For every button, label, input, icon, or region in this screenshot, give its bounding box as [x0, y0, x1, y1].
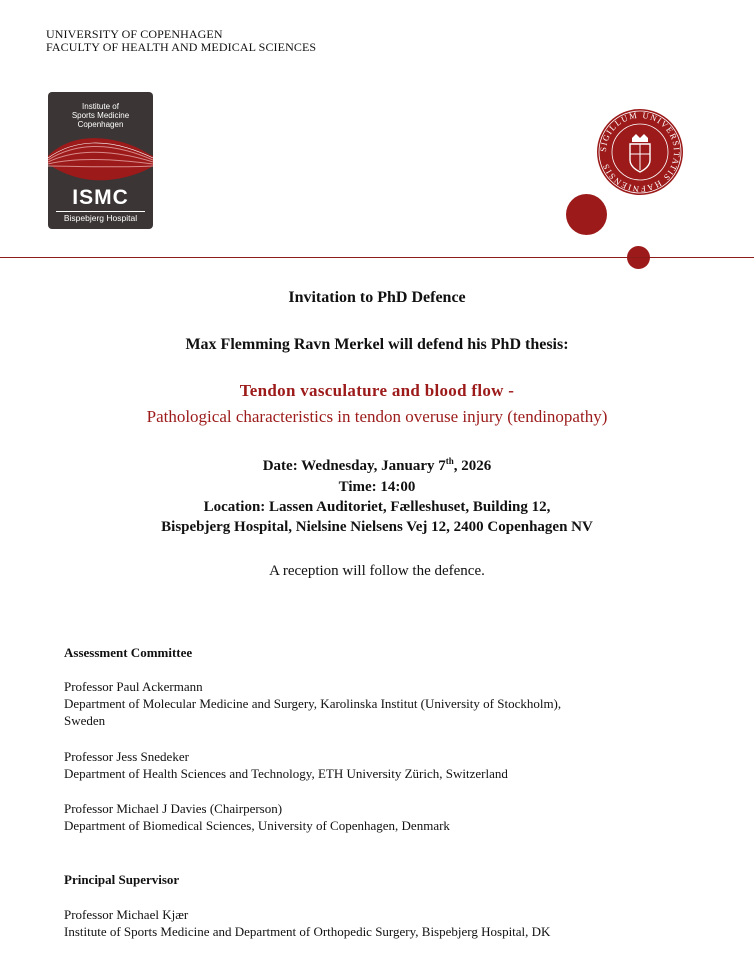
- header-rule: [0, 257, 754, 258]
- supervisor-dept: Institute of Sports Medicine and Department of Orthopedic Surgery, Bispebjerg Hospital, DK: [64, 924, 551, 939]
- assessment-heading: Assessment Committee: [64, 645, 193, 660]
- university-seal-icon: [596, 108, 684, 196]
- logo-line-1: Institute of: [82, 102, 119, 111]
- member-dept: Department of Health Sciences and Technology, ETH University Zürich, Switzerland: [64, 766, 508, 781]
- logo-divider: [56, 211, 145, 212]
- location-line-2: Bispebjerg Hospital, Nielsine Nielsens Vej 12, 2400 Copenhagen NV: [161, 519, 593, 535]
- muscle-icon: [48, 130, 153, 188]
- supervisor-heading: Principal Supervisor: [64, 872, 180, 887]
- logo-line-2: Sports Medicine: [71, 111, 130, 120]
- location-line-1: Location: Lassen Auditoriet, Fælleshuset, Building 12,: [203, 499, 551, 515]
- logo-hospital: Bispebjerg Hospital: [63, 213, 138, 223]
- university-name: UNIVERSITY OF COPENHAGEN: [46, 27, 223, 41]
- supervisor-name: Professor Michael Kjær: [64, 907, 189, 922]
- thesis-title: Tendon vasculature and blood flow -: [239, 381, 515, 400]
- faculty-name: FACULTY OF HEALTH AND MEDICAL SCIENCES: [46, 40, 317, 54]
- candidate-line: Max Flemming Ravn Merkel will defend his PhD thesis:: [185, 336, 569, 353]
- member-name: Professor Jess Snedeker: [64, 749, 189, 764]
- thesis-subtitle: Pathological characteristics in tendon overuse injury (tendinopathy): [146, 407, 608, 426]
- ismc-logo: [48, 92, 153, 229]
- member-dept: Department of Biomedical Sciences, University of Copenhagen, Denmark: [64, 818, 450, 833]
- logo-abbr: ISMC: [72, 186, 129, 209]
- member-name: Professor Michael J Davies (Chairperson): [64, 801, 283, 816]
- logo-line-3: Copenhagen: [77, 120, 124, 129]
- defence-date: Date: Wednesday, January 7th, 2026: [262, 456, 492, 474]
- member-name: Professor Paul Ackermann: [64, 679, 203, 694]
- member-dept: Department of Molecular Medicine and Surgery, Karolinska Institut (University of Stockholm),: [64, 696, 562, 711]
- reception-note: A reception will follow the defence.: [269, 563, 485, 579]
- seal-text: SIGILLUM UNIVERSITATIS HAFNIENSIS: [597, 109, 683, 195]
- defence-time: Time: 14:00: [338, 479, 416, 495]
- invitation-heading: Invitation to PhD Defence: [288, 289, 466, 306]
- decorative-circle-large: [566, 194, 607, 235]
- member-dept-country: Sweden: [64, 713, 106, 728]
